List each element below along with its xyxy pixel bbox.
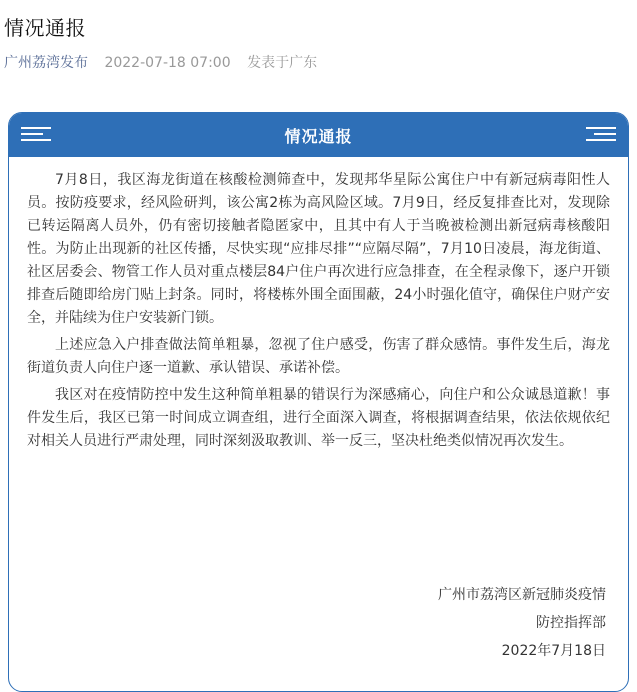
- article-title: 情况通报: [4, 16, 86, 40]
- notice-header-title: 情况通报: [284, 126, 353, 146]
- notice-header: [9, 113, 628, 157]
- notice-paragraph: 上述应急入户排查做法简单粗暴，忽视了住户感受，伤害了群众感情。事件发生后，海龙街道负责人向住户逐一道歉、承认错误、承诺补偿。: [27, 337, 610, 376]
- article-meta: [4, 52, 317, 72]
- publish-datetime: 2022-07-18 07:00: [104, 55, 231, 71]
- publish-location: 发表于广东: [247, 55, 318, 71]
- header-deco-lines-icon: [21, 127, 51, 143]
- signature-org-line1: 广州市荔湾区新冠肺炎疫情: [438, 587, 606, 603]
- header-deco-lines-icon: [586, 127, 616, 143]
- signature-date: 2022年7月18日: [501, 643, 606, 659]
- notice-signature: [438, 581, 606, 665]
- notice-body: [9, 157, 628, 453]
- notice-paragraph: 7月8日，我区海龙街道在核酸检测筛查中，发现邦华星际公寓住户中有新冠病毒阳性人员。按防疫要求，经风险研判，该公寓2栋为高风险区域。7月9日，经反复排查比对，发现除已转运隔离人员外，仍有密切接触者隐匿家中，且其中有人于当晚被检测出新冠病毒核酸阳性。为防止出现新的社区传播，尽快实现“应排尽排”“应隔尽隔”，7月10日凌晨，海龙街道、社区居委会、物管工作人员对重点楼层84户住户再次进行应急排查，在全程录像下，逐户开锁排查后随即给房门贴上封条。同时，将楼栋外围全面围蔽，24小时强化值守，确保住户财产安全，并陆续为住户安装新门锁。: [27, 172, 610, 326]
- notice-card: [8, 112, 629, 692]
- notice-paragraph: 我区对在疫情防控中发生这种简单粗暴的错误行为深感痛心，向住户和公众诚恳道歉！事件发生后，我区已第一时间成立调查组，进行全面深入调查，将根据调查结果，依法依规依纪对相关人员进行严肃处理，同时深刻汲取教训、举一反三，坚决杜绝类似情况再次发生。: [27, 387, 610, 449]
- signature-org-line2: 防控指挥部: [536, 615, 606, 631]
- account-name-link[interactable]: 广州荔湾发布: [4, 55, 88, 71]
